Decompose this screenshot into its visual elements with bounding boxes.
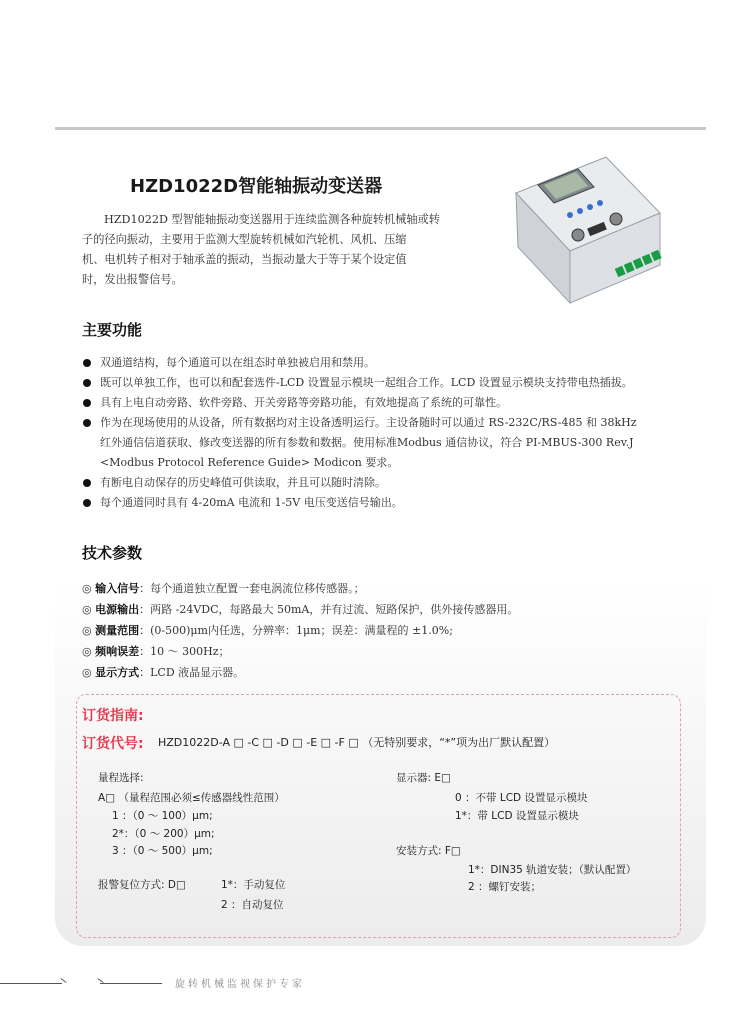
param-symbol: ◎	[82, 666, 92, 679]
list-item	[82, 578, 682, 599]
list-item	[82, 493, 692, 513]
range-option: 3 ：（0 ～ 500）μm;	[112, 845, 213, 857]
list-item	[82, 662, 682, 683]
list-item	[82, 373, 692, 393]
alarm-option: 2 ：自动复位	[221, 899, 284, 911]
feature-text: 有断电自动保存的历史峰值可供读取，并且可以随时清除。	[100, 476, 386, 489]
list-item	[82, 473, 692, 493]
order-guide-heading: 订货指南:	[82, 708, 144, 724]
display-option: 1*：带 LCD 设置显示模块	[455, 810, 579, 822]
footer-rule	[0, 983, 62, 984]
param-value: ：10 ～ 300Hz；	[139, 645, 230, 658]
param-value: ：LCD 液晶显示器。	[139, 666, 245, 679]
param-value: ：每个通道独立配置一套电涡流位移传感器。；	[139, 582, 365, 595]
display-title: 显示器: E□	[396, 772, 451, 784]
feature-text: 双通道结构，每个通道可以在组态时单独被启用和禁用。	[100, 356, 375, 369]
param-symbol: ◎	[82, 645, 92, 658]
top-divider	[55, 127, 706, 130]
alarm-option: 1*：手动复位	[221, 879, 286, 891]
list-item	[82, 599, 682, 620]
install-option: 2 ：螺钉安装；	[468, 881, 542, 893]
feature-continuation: <Modbus Protocol Reference Guide> Modicon 要求。	[100, 456, 399, 469]
install-option: 1*：DIN35 轨道安装；（默认配置）	[468, 864, 637, 876]
intro-line: 时，发出报警信号。	[82, 273, 183, 286]
params-list	[82, 578, 682, 683]
page-title: HZD1022D智能轴振动变送器	[130, 176, 383, 197]
display-option: 0 ：不带 LCD 设置显示模块	[455, 792, 588, 804]
footer-tagline: 旋转机械监视保护专家	[175, 979, 305, 990]
list-item	[82, 353, 692, 373]
order-code: HZD1022D-A □ -C □ -D □ -E □ -F □ （无特别要求，“*”项为出厂默认配置）	[158, 736, 556, 749]
param-symbol: ◎	[82, 603, 92, 616]
param-label: 电源输出	[95, 603, 140, 616]
intro-line: 子的径向振动，主要用于监测大型旋转机械如汽轮机、风机、压缩	[82, 233, 407, 246]
param-symbol: ◎	[82, 582, 92, 595]
intro-paragraph	[82, 210, 472, 290]
alarm-title: 报警复位方式: D□	[98, 879, 186, 891]
range-title: 量程选择:	[98, 772, 144, 784]
range-option: 2*：（0 ～ 200）μm;	[112, 828, 215, 840]
features-list	[82, 353, 692, 513]
list-item	[82, 620, 682, 641]
footer-rule	[100, 983, 162, 984]
intro-line: 机、电机转子相对于轴承盖的振动，当振动量大于等于某个设定值	[82, 253, 407, 266]
range-option: 1 ：（0 ～ 100）μm;	[112, 810, 213, 822]
list-item	[82, 393, 692, 413]
param-label: 显示方式	[95, 666, 140, 679]
install-title: 安装方式: F□	[396, 845, 461, 857]
param-label: 频响误差	[95, 645, 140, 658]
list-item	[82, 413, 692, 473]
list-item	[82, 641, 682, 662]
tech-heading: 技术参数	[82, 544, 143, 562]
product-image	[508, 155, 668, 315]
param-label: 测量范围	[95, 624, 140, 637]
feature-continuation: 红外通信信道获取、修改变送器的所有参数和数据。使用标准Modbus 通信协议，符合 PI-MBUS-300 Rev.J	[100, 436, 634, 449]
feature-text: 既可以单独工作，也可以和配套选件-LCD 设置显示模块一起组合工作。LCD 设置显示模块支持带电热插拔。	[100, 376, 633, 389]
feature-text: 作为在现场使用的从设备，所有数据均对主设备透明运行。主设备随时可以通过 RS-232C/RS-485 和 38kHz	[100, 416, 637, 429]
feature-text: 每个通道同时具有 4-20mA 电流和 1-5V 电压变送信号输出。	[100, 496, 403, 509]
order-code-label: 订货代号:	[82, 736, 144, 752]
features-heading: 主要功能	[82, 321, 143, 339]
range-a: A□ （量程范围必须≤传感器线性范围）	[98, 792, 285, 804]
intro-line: HZD1022D 型智能轴振动变送器用于连续监测各种旋转机械轴或转	[104, 213, 440, 226]
param-value: ：两路 -24VDC，每路最大 50mA，并有过流、短路保护，供外接传感器用。	[139, 603, 519, 616]
param-value: ：(0-500)μm内任选，分辨率：1μm；误差：满量程的 ±1.0%;	[139, 624, 453, 637]
feature-text: 具有上电自动旁路、软件旁路、开关旁路等旁路功能，有效地提高了系统的可靠性。	[100, 396, 507, 409]
param-label: 输入信号	[95, 582, 140, 595]
param-symbol: ◎	[82, 624, 92, 637]
